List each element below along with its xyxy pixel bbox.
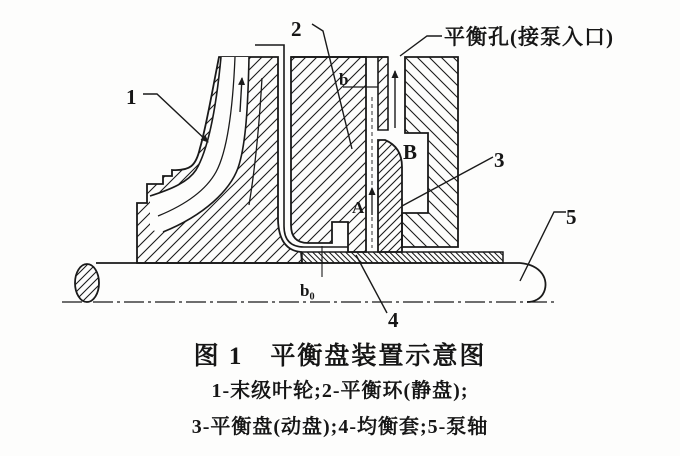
impeller-section: [137, 57, 302, 263]
balancing-sleeve-section: [302, 252, 503, 263]
part-label-5: 5: [566, 205, 577, 229]
chamber-b-label: B: [403, 140, 418, 164]
leader-balance-hole: [400, 36, 442, 56]
shaft-left-end: [75, 264, 99, 302]
balance-hole-label: 平衡孔(接泵入口): [444, 25, 614, 49]
figure-legend-2: 3-平衡盘(动盘);4-均衡套;5-泵轴: [191, 416, 489, 438]
figure-title: 图 1 平衡盘装置示意图: [193, 343, 487, 370]
leader-1: [143, 94, 208, 142]
part-label-4: 4: [388, 308, 399, 332]
part-label-2: 2: [291, 17, 302, 41]
figure-legend-1: 1-末级叶轮;2-平衡环(静盘);: [211, 380, 469, 402]
balance-disc-section: [378, 140, 402, 252]
flow-a-label: A: [352, 198, 365, 217]
shaft-right-end: [520, 263, 546, 302]
leader-5: [520, 212, 566, 281]
part-label-3: 3: [494, 148, 505, 172]
gap-b-label: b: [339, 70, 349, 89]
gap-b0-label: b₀: [300, 281, 315, 300]
part-label-1: 1: [126, 85, 137, 109]
